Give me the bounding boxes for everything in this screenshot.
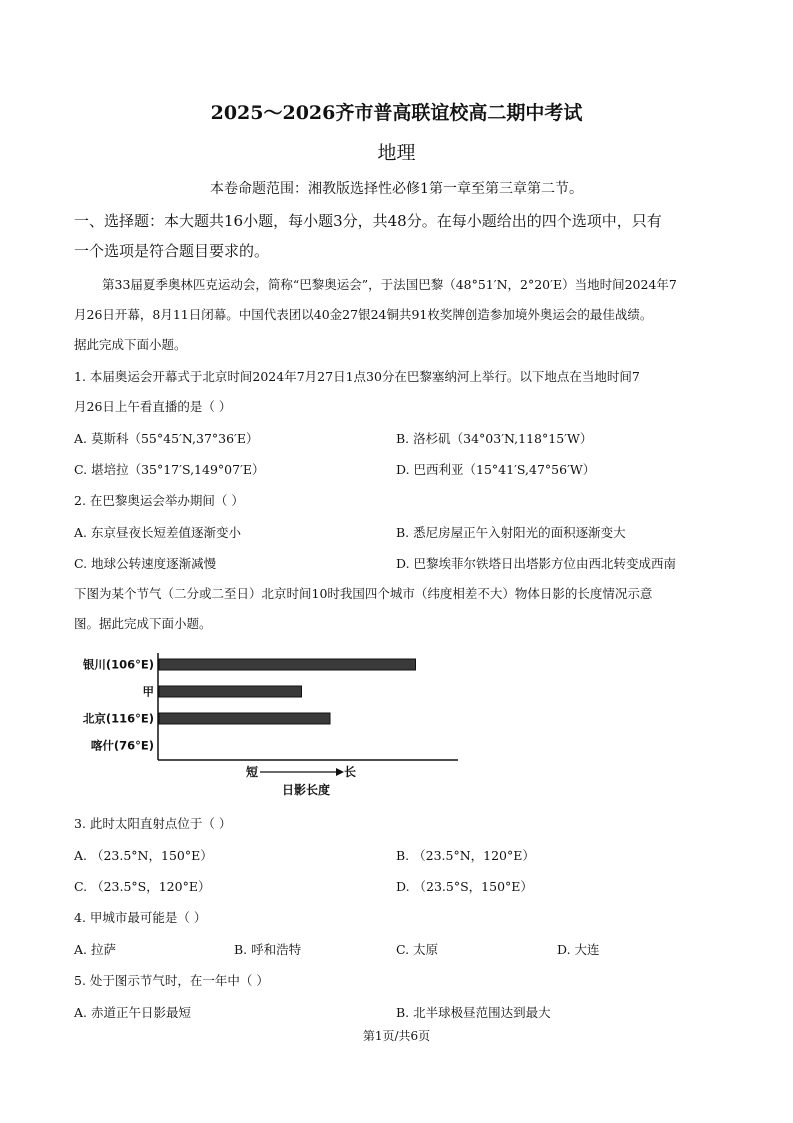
passage1-line2: 月26日开幕，8月11日闭幕。中国代表团以40金27银24铜共91枚奖牌创造参加境外奥运会的最佳战绩。 [74,307,653,322]
chart-x-arrowhead [336,768,344,776]
exam-scope: 本卷命题范围：湘教版选择性必修1第一章至第三章第二节。 [210,181,583,197]
section-instruction-line1: 一、选择题：本大题共16小题，每小题3分，共48分。在每小题给出的四个选项中，只有 [74,212,662,230]
q3-option-d[interactable]: D. （23.5°S，150°E） [396,879,533,894]
q2-option-b[interactable]: B. 悉尼房屋正午入射阳光的面积逐渐变大 [396,525,626,540]
q3-option-c[interactable]: C. （23.5°S，120°E） [74,879,211,894]
passage2-line1: 下图为某个节气（二分或二至日）北京时间10时我国四个城市（纬度相差不大）物体日影的长度情况示意 [74,586,653,601]
q5-option-a[interactable]: A. 赤道正午日影最短 [74,1005,191,1020]
chart-bar [159,713,330,724]
chart-bar [159,659,416,670]
q1-option-b[interactable]: B. 洛杉矶（34°03′N,118°15′W） [396,431,593,446]
q4-option-d[interactable]: D. 大连 [557,942,600,957]
q1-stem-line1: 1. 本届奥运会开幕式于北京时间2024年7月27日1点30分在巴黎塞纳河上举行。以下地点在当地时间7 [74,369,640,384]
section-instruction-line2: 一个选项是符合题目要求的。 [74,242,270,260]
q3-stem: 3. 此时太阳直射点位于（ ） [74,816,232,831]
q4-option-b[interactable]: B. 呼和浩特 [234,942,302,957]
subject-title: 地理 [377,142,416,164]
passage2-line2: 图。据此完成下面小题。 [74,616,212,631]
q4-option-a[interactable]: A. 拉萨 [74,942,116,957]
chart-category-label: 银川(106°E) [82,657,154,672]
chart-category-label: 北京(116°E) [82,711,154,726]
q2-option-c[interactable]: C. 地球公转速度逐渐减慢 [74,556,217,571]
q4-option-c[interactable]: C. 太原 [396,942,439,957]
page-number-footer: 第1页/共6页 [362,1029,431,1043]
q1-option-a[interactable]: A. 莫斯科（55°45′N,37°36′E） [74,431,259,446]
shadow-length-chart [74,648,464,800]
q1-option-c[interactable]: C. 堪培拉（35°17′S,149°07′E） [74,462,265,477]
q3-option-a[interactable]: A. （23.5°N，150°E） [74,848,213,863]
chart-bar [159,686,302,697]
q5-option-b[interactable]: B. 北半球极昼范围达到最大 [396,1005,551,1020]
q2-option-d[interactable]: D. 巴黎埃菲尔铁塔日出塔影方位由西北转变成西南 [396,556,677,571]
passage1-line3: 据此完成下面小题。 [74,337,187,352]
chart-category-label: 喀什(76°E) [90,738,154,753]
chart-x-axis-title: 日影长度 [281,783,331,797]
q1-stem-line2: 月26日上午看直播的是（ ） [74,399,232,414]
passage1-line1: 第33届夏季奥林匹克运动会，简称“巴黎奥运会”，于法国巴黎（48°51′N，2°20′E）当地时间2024年7 [102,277,677,292]
exam-title: 2025～2026齐市普高联谊校高二期中考试 [210,102,583,124]
q3-option-b[interactable]: B. （23.5°N，120°E） [396,848,535,863]
q2-option-a[interactable]: A. 东京昼夜长短差值逐渐变小 [74,525,241,540]
chart-x-long-label: 长 [343,765,357,779]
q2-stem: 2. 在巴黎奥运会举办期间（ ） [74,493,244,508]
chart-category-label: 甲 [142,684,154,699]
q1-option-d[interactable]: D. 巴西利亚（15°41′S,47°56′W） [396,462,596,477]
q5-stem: 5. 处于图示节气时，在一年中（ ） [74,973,269,988]
chart-x-short-label: 短 [245,765,259,779]
q4-stem: 4. 甲城市最可能是（ ） [74,910,207,925]
